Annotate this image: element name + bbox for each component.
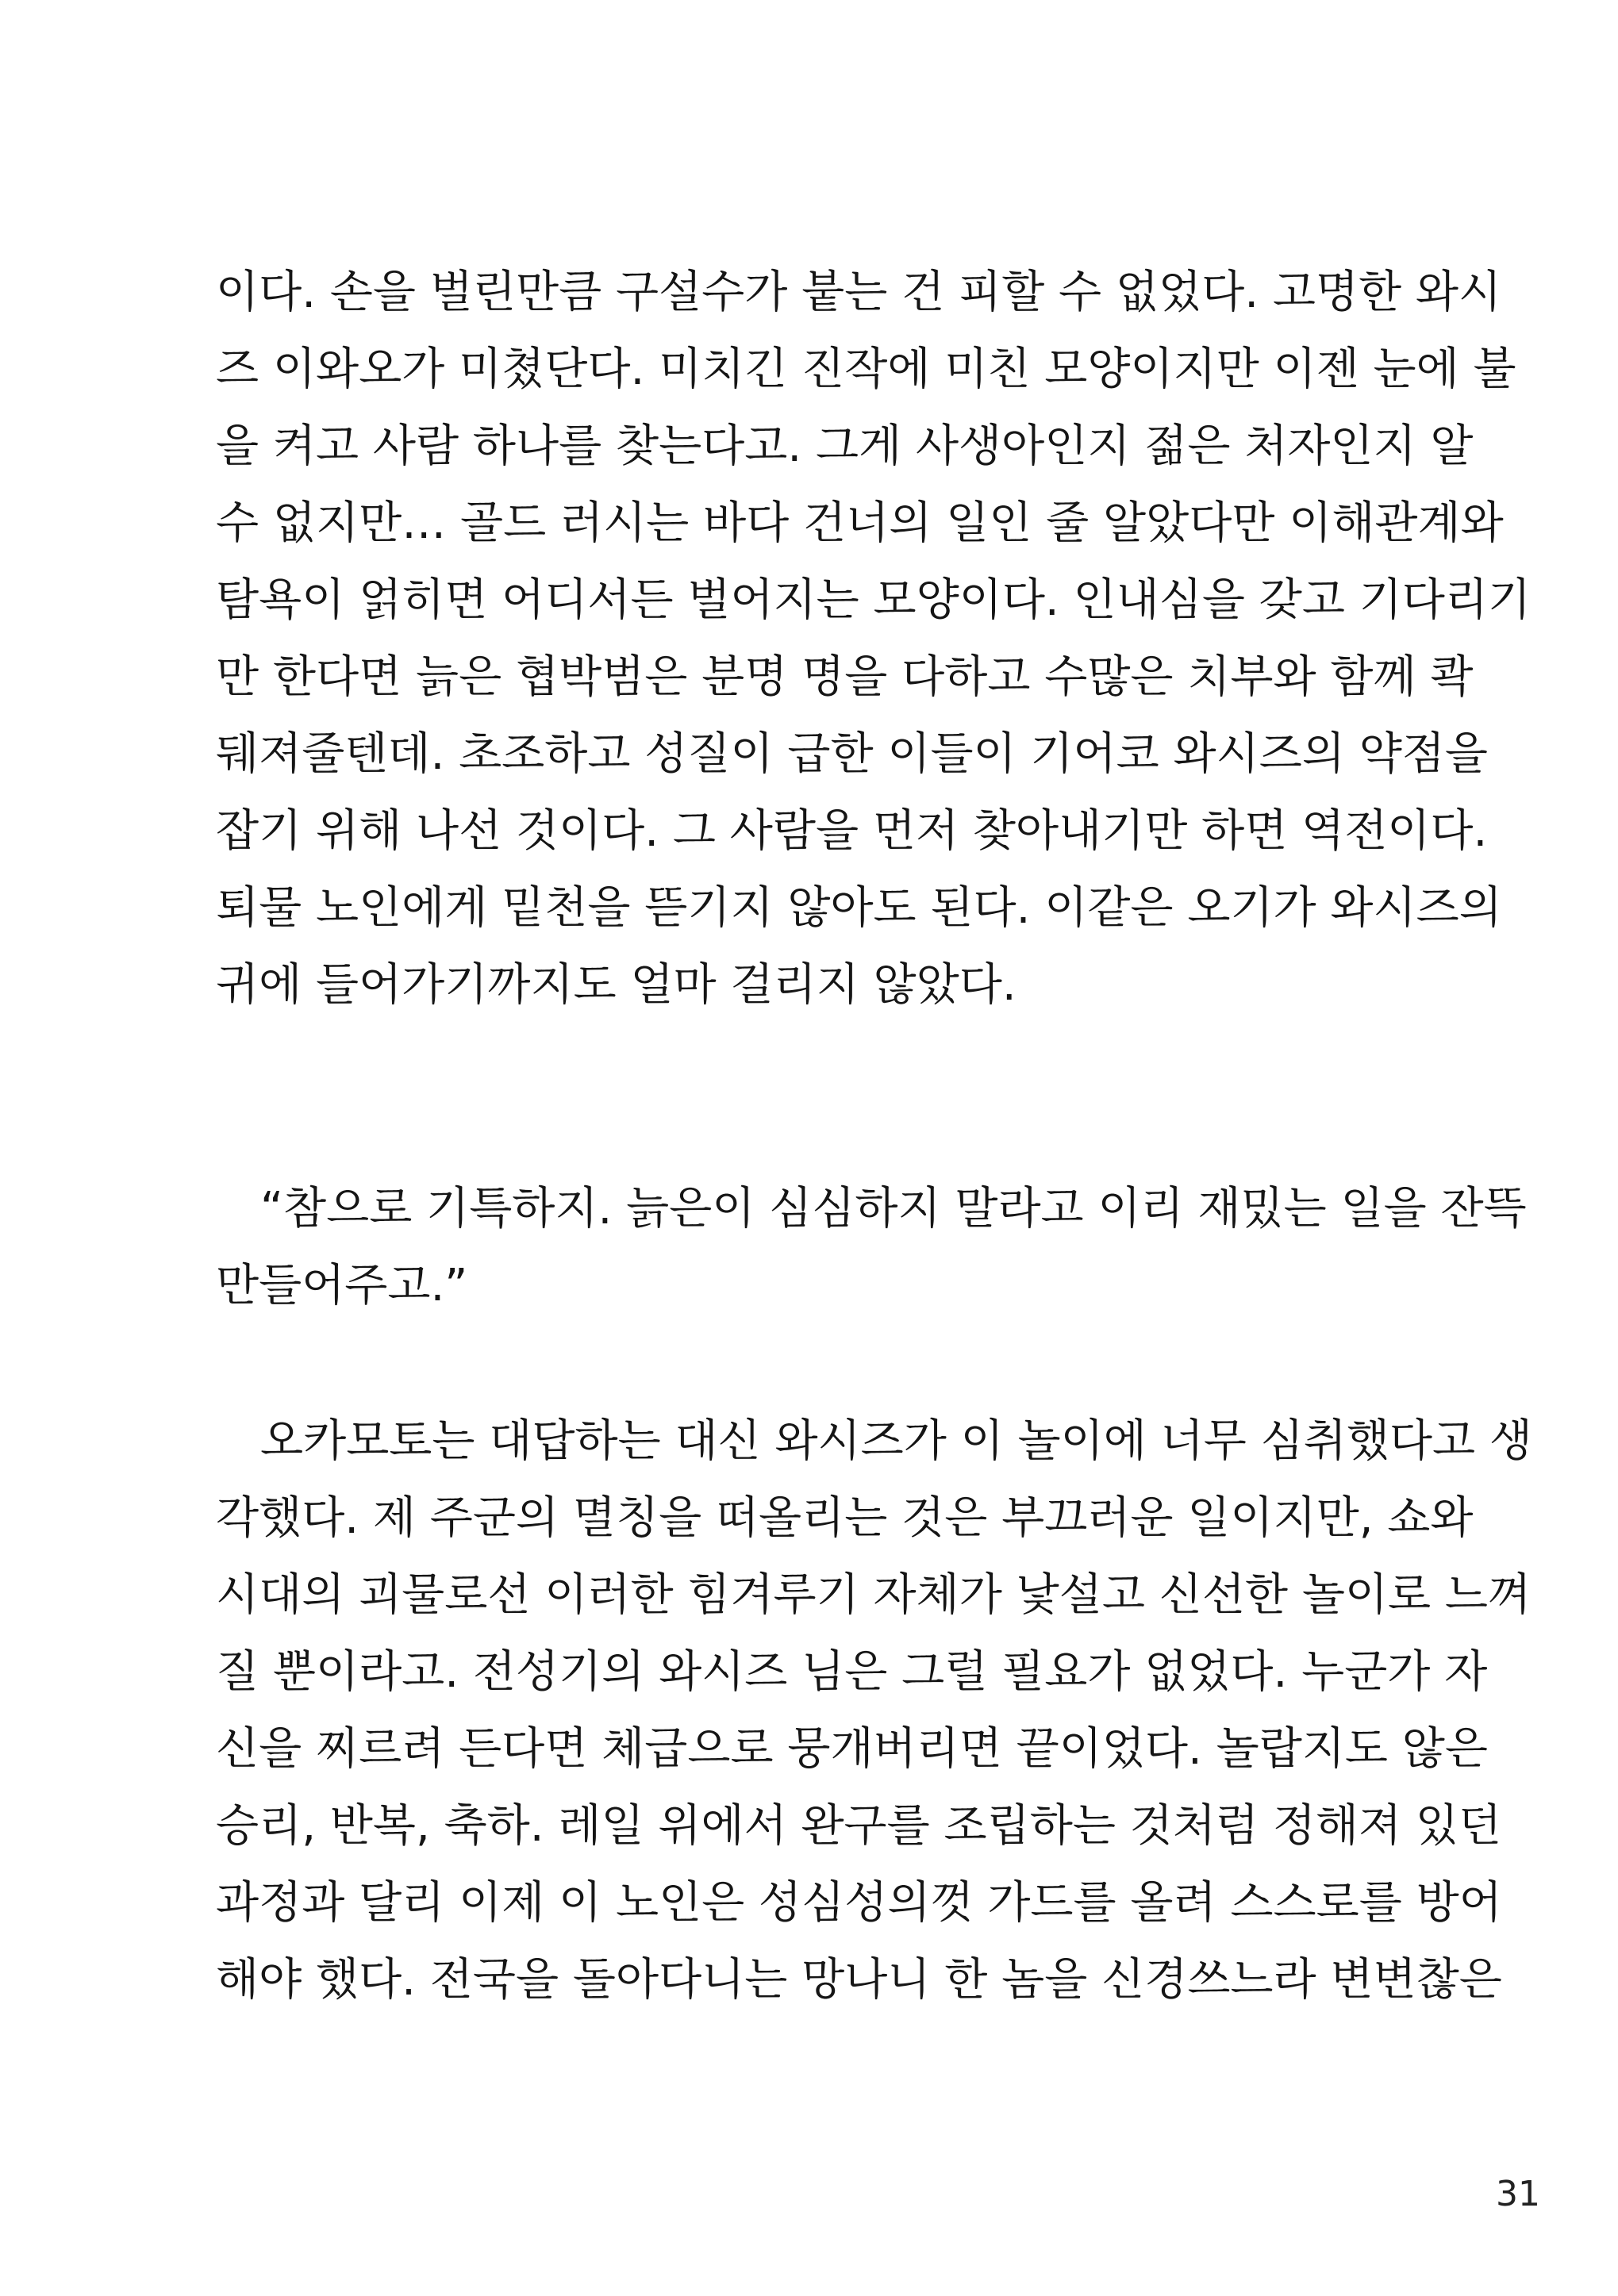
text-line: 해야 했다. 전국을 돌아다니는 망나니 한 놈을 신경쓰느라 변변찮은 — [216, 1954, 1502, 2006]
paragraph-1 — [216, 254, 1532, 1023]
text-line: 잡기 위해 나선 것이다. 그 사람을 먼저 찾아내기만 하면 역전이다. — [216, 805, 1488, 857]
text-line: “참으로 기특하지. 늙은이 심심하지 말라고 이리 재밌는 일을 잔뜩 — [260, 1183, 1527, 1234]
text-line: 만들어주고.” — [216, 1260, 468, 1311]
text-line: 질 뿐이라고. 전성기의 와시즈 님은 그럴 필요가 없었다. 누군가 자 — [216, 1646, 1488, 1698]
text-line: 퇴물 노인에게 밑천을 뜯기지 않아도 된다. 이같은 오기가 와시즈의 — [216, 882, 1502, 934]
page-number: 31 — [1496, 2174, 1540, 2214]
text-line: 각했다. 제 주군의 멸칭을 떠올리는 것은 부끄러운 일이지만, 쇼와 — [216, 1492, 1474, 1544]
text-line: 즈 이와오가 미쳤단다. 미치긴 진작에 미친 모양이지만 이젠 눈에 불 — [216, 344, 1516, 395]
text-line: 을 켜고 사람 하나를 찾는다고. 그게 사생아인지 젊은 처자인지 알 — [216, 420, 1474, 472]
text-line: 뒈져줄텐데. 초조하고 성질이 급한 이들이 기어코 와시즈의 약점을 — [216, 728, 1488, 780]
text-line: 신을 찌르려 든다면 체급으로 뭉개버리면 끝이었다. 놀랍지도 않은 — [216, 1723, 1488, 1775]
text-line: 승리, 반복, 축하. 레일 위에서 완구를 조립하는 것처럼 정해져 있던 — [216, 1800, 1502, 1852]
paragraph-3 — [216, 1403, 1532, 2018]
text-line: 만 한다면 늙은 협박범은 분명 명을 다하고 수많은 치부와 함께 콱 — [216, 651, 1474, 703]
text-line: 수 없지만… 골드 러시는 바다 건너의 일인 줄 알았다만 이해관계와 — [216, 497, 1504, 549]
paragraph-2-dialogue — [216, 1170, 1527, 1324]
text-line: 이다. 손을 벌린만큼 구설수가 붙는 건 피할 수 없었다. 고명한 와시 — [216, 267, 1502, 318]
text-line: 시대의 괴물로선 이러한 힘겨루기 자체가 낯설고 신선한 놀이로 느껴 — [216, 1569, 1532, 1621]
text-line: 귀에 들어가기까지도 얼마 걸리지 않았다. — [216, 959, 1017, 1011]
text-line: 탐욕이 얽히면 어디서든 벌어지는 모양이다. 인내심을 갖고 기다리기 — [216, 574, 1532, 626]
text-line: 오카모토는 대답하는 대신 와시즈가 이 놀이에 너무 심취했다고 생 — [260, 1415, 1532, 1467]
text-line: 과정과 달리 이제 이 노인은 성심성의껏 가드를 올려 스스로를 방어 — [216, 1877, 1502, 1929]
